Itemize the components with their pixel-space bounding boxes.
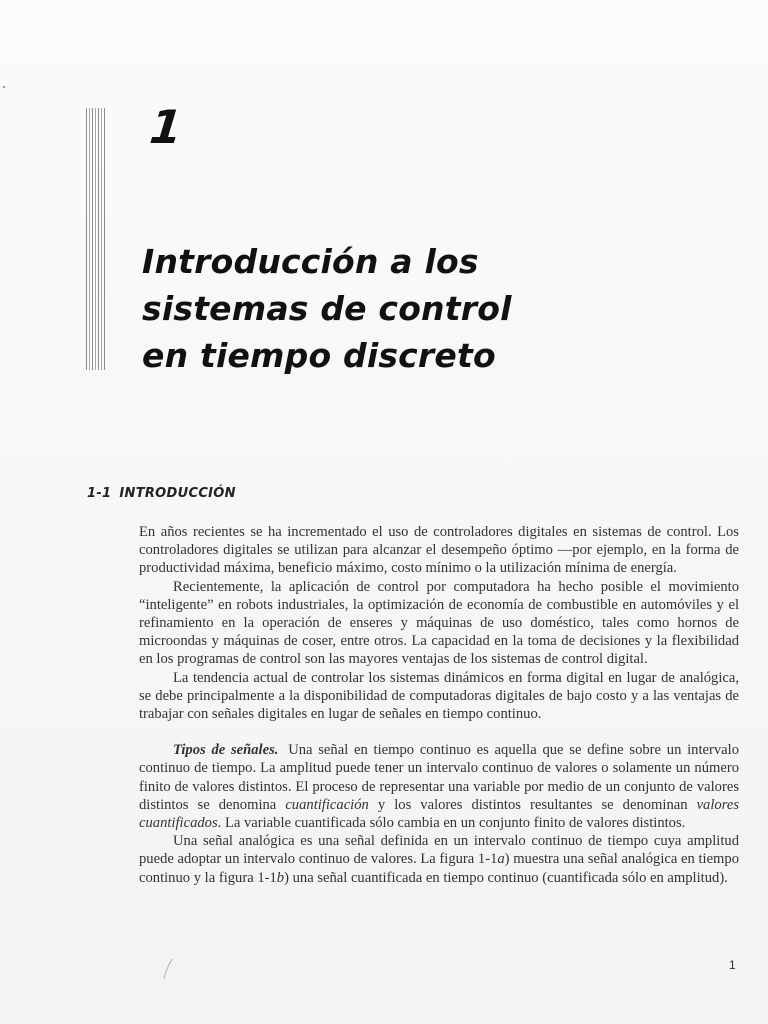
chapter-number: 1 <box>147 100 185 154</box>
section-title: INTRODUCCIÓN <box>119 486 236 501</box>
section-heading <box>87 486 236 501</box>
chapter-title-line: en tiempo discreto <box>142 336 496 375</box>
run-in-heading: Tipos de señales. <box>173 742 279 759</box>
paragraph-text: Una señal analógica es una señal definida en un intervalo continuo de tiempo cuya amplitud puede adoptar un intervalo continuo de valores. La figura 1-1 <box>139 833 739 868</box>
paragraph-text: Una señal en tiempo continuo es aquella que se define sobre un intervalo continuo de tiempo. La amplitud puede tener un intervalo continuo de valores o solamente un número finito de valores distintos. El proceso de representar una variable por medio de un conjunto de valores distintos se denomina <box>139 742 740 813</box>
chapter-title <box>142 238 662 379</box>
figure-ref: a <box>497 851 505 868</box>
chapter-rule-decoration <box>86 108 106 370</box>
chapter-title-line: Introducción a los <box>142 242 479 281</box>
page-number: 1 <box>729 958 736 972</box>
paragraph: La tendencia actual de controlar los sistemas dinámicos en forma digital en lugar de analógica, se debe principalmente a la disponibilidad de computadoras digitales de bajo costo y a las ventajas de trabajar con señales digitales en lugar de señales en tiempo continuo. <box>139 669 739 723</box>
chapter-title-line: sistemas de control <box>142 289 512 328</box>
paragraph-text: ) una señal cuantificada en tiempo continuo (cuantificada sólo en amplitud). <box>284 869 728 886</box>
paragraph <box>139 741 739 832</box>
section-number: 1-1 <box>87 486 112 501</box>
pen-mark <box>162 958 174 980</box>
paragraph <box>139 832 739 887</box>
paragraph-text: . La variable cuantificada sólo cambia en un conjunto finito de valores distintos. <box>217 815 686 832</box>
scan-speck <box>2 76 6 80</box>
paragraph-text: y los valores distintos resultantes se denominan <box>368 796 697 813</box>
paragraph: Recientemente, la aplicación de control por computadora ha hecho posible el movimiento “inteligente” en robots industriales, la optimización de economía de combustible en automóviles y el refinamiento en la operación de enseres y máquinas de uso doméstico, tales como hornos de microondas y máquinas de coser, entre otros. La capacidad en la toma de decisiones y la flexibilidad en los programas de control son las mayores ventajas de los sistemas de control digital. <box>139 578 739 668</box>
body-text <box>139 523 739 887</box>
figure-ref: b <box>276 869 285 886</box>
paragraph-text: ) muestra una señal analógica en tiempo continuo y la figura 1-1 <box>139 851 739 886</box>
italic-term: valores cuantificados <box>139 796 739 832</box>
paragraph: En años recientes se ha incrementado el uso de controladores digitales en sistemas de control. Los controladores digitales se utilizan para alcanzar el desempeño óptimo —por ejemplo, en la forma de productividad máxima, beneficio máximo, costo mínimo o la utilización mínima de energía. <box>139 524 739 577</box>
italic-term: cuantificación <box>285 796 369 813</box>
